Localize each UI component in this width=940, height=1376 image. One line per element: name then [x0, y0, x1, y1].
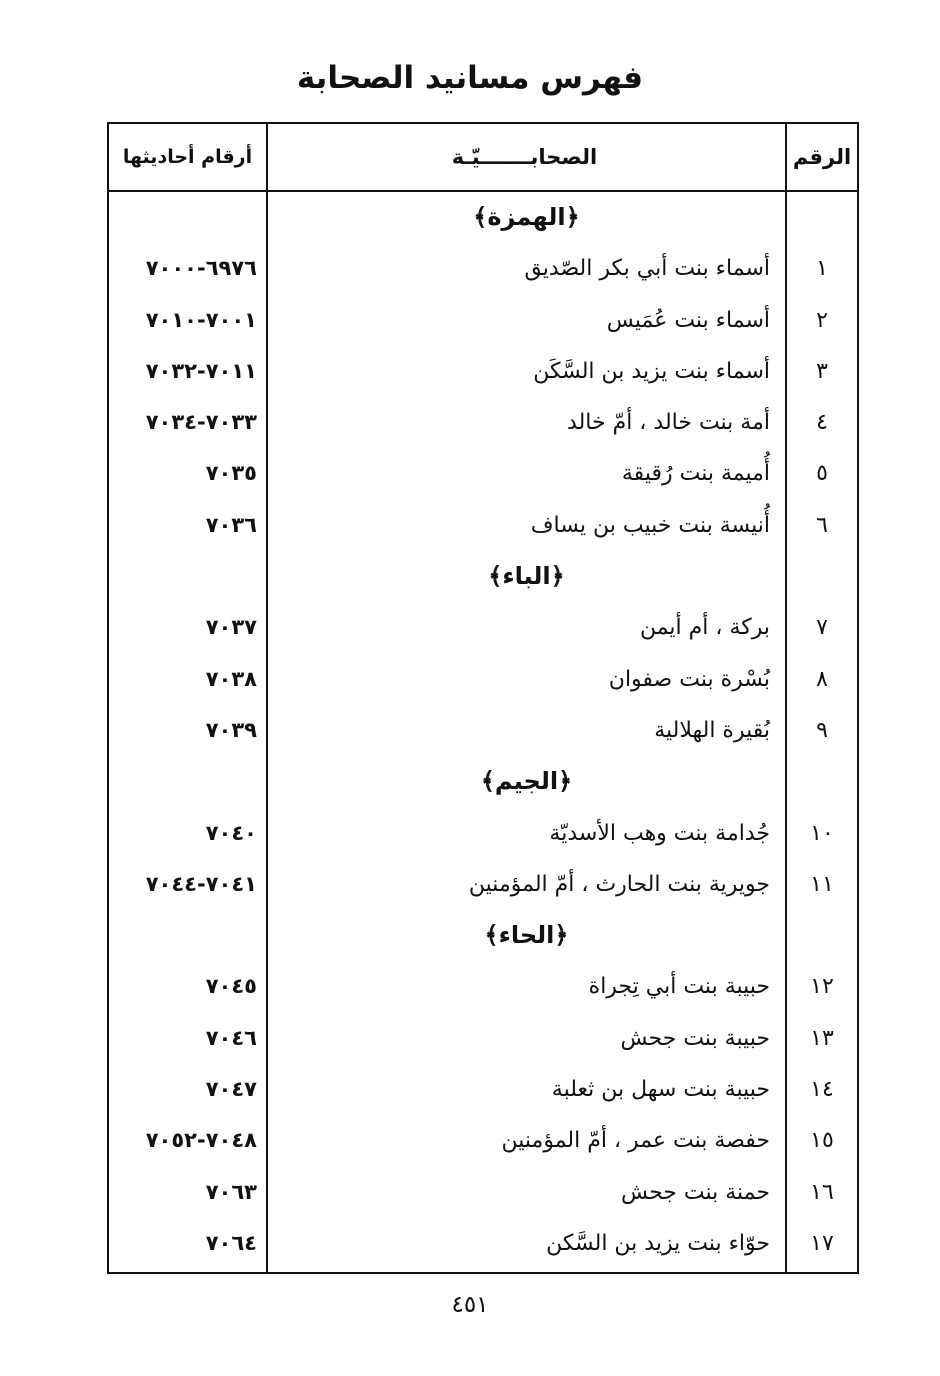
- page-title: فهرس مسانيد الصحابة: [296, 60, 644, 96]
- entry-number: ١٧: [810, 1230, 834, 1256]
- companion-name: حوّاء بنت يزيد بن السَّكن: [546, 1230, 770, 1256]
- hadith-numbers: ٧٠٤٧: [205, 1077, 257, 1102]
- table-row: [109, 961, 857, 1012]
- hadith-numbers: ٧٠٣٣-٧٠٣٤: [145, 410, 257, 435]
- entry-number: ١: [816, 256, 828, 282]
- table-row: [109, 705, 857, 756]
- entry-number: ١١: [810, 871, 834, 897]
- table-row: [109, 397, 857, 448]
- companion-name: أسماء بنت أبي بكر الصّديق: [524, 256, 770, 282]
- companion-name: أُميمة بنت رُقيقة: [621, 461, 770, 487]
- table-row: [109, 500, 857, 551]
- header-number: الرقم: [792, 145, 852, 169]
- companion-name: حبيبة بنت جحش: [620, 1025, 770, 1051]
- companion-name: أسماء بنت يزيد بن السَّكَن: [533, 358, 770, 384]
- hadith-numbers: ٧٠٤٦: [205, 1025, 257, 1050]
- section-heading: ﴿الحاء﴾: [484, 921, 569, 950]
- entry-number: ١٥: [810, 1128, 834, 1154]
- entry-number: ٨: [816, 666, 828, 692]
- companion-name: جويرية بنت الحارث ، أمّ المؤمنين: [468, 871, 770, 897]
- entry-number: ٥: [816, 461, 828, 487]
- entry-number: ١٣: [810, 1025, 834, 1051]
- hadith-numbers: ٧٠٦٤: [205, 1230, 257, 1255]
- hadith-numbers: ٧٠٣٨: [205, 666, 257, 691]
- entry-number: ١٤: [810, 1077, 834, 1103]
- table-body: [109, 192, 857, 1269]
- entry-number: ١٠: [810, 820, 834, 846]
- section-heading: ﴿الهمزة﴾: [473, 203, 580, 231]
- page-number: ٤٥١: [451, 1292, 489, 1318]
- hadith-numbers: ٦٩٧٦-٧٠٠٠: [145, 256, 257, 281]
- companion-name: أُنيسة بنت خبيب بن يساف: [530, 512, 770, 538]
- entry-number: ٧: [816, 615, 828, 641]
- companion-name: حبيبة بنت سهل بن ثعلبة: [551, 1077, 770, 1103]
- companion-name: بركة ، أم أيمن: [639, 615, 770, 641]
- table-row: [109, 654, 857, 705]
- section-row: [109, 910, 857, 961]
- hadith-numbers: ٧٠٣٥: [205, 461, 257, 486]
- hadith-numbers: ٧٠٠١-٧٠١٠: [145, 307, 257, 332]
- hadith-numbers: ٧٠٦٣: [205, 1179, 257, 1204]
- hadith-numbers: ٧٠٣٦: [205, 512, 257, 537]
- section-heading: ﴿الباء﴾: [488, 562, 565, 591]
- companion-name: بُسْرة بنت صفوان: [608, 666, 770, 692]
- hadith-numbers: ٧٠٤١-٧٠٤٤: [145, 871, 257, 896]
- companion-name: أسماء بنت عُمَيس: [606, 307, 770, 333]
- entry-number: ٣: [816, 358, 828, 384]
- table-row: [109, 243, 857, 294]
- table-row: [109, 1218, 857, 1269]
- index-table: [107, 122, 859, 1274]
- hadith-numbers: ٧٠٤٠: [205, 820, 257, 845]
- companion-name: حفصة بنت عمر ، أمّ المؤمنين: [501, 1128, 770, 1154]
- section-row: [109, 551, 857, 602]
- companion-name: حبيبة بنت أبي تِجراة: [588, 974, 770, 1000]
- entry-number: ١٦: [810, 1179, 834, 1205]
- companion-name: جُدامة بنت وهب الأسديّة: [549, 820, 770, 846]
- section-heading: ﴿الجيم﴾: [480, 767, 573, 796]
- companion-name: حمنة بنت جحش: [621, 1179, 770, 1205]
- table-row: [109, 602, 857, 653]
- table-row: [109, 1013, 857, 1064]
- section-row: [109, 192, 857, 243]
- entry-number: ١٢: [810, 974, 834, 1000]
- companion-name: أمة بنت خالد ، أمّ خالد: [567, 410, 770, 436]
- table-row: [109, 1064, 857, 1115]
- hadith-numbers: ٧٠١١-٧٠٣٢: [145, 358, 257, 383]
- table-row: [109, 1167, 857, 1218]
- header-name: الصحابـــــــيّـة: [451, 145, 598, 169]
- entry-number: ٤: [816, 410, 828, 436]
- section-row: [109, 756, 857, 807]
- table-row: [109, 808, 857, 859]
- entry-number: ٦: [816, 512, 828, 538]
- hadith-numbers: ٧٠٣٧: [205, 615, 257, 640]
- entry-number: ٢: [816, 307, 828, 333]
- hadith-numbers: ٧٠٤٥: [205, 974, 257, 999]
- table-row: [109, 295, 857, 346]
- table-row: [109, 859, 857, 910]
- companion-name: بُقيرة الهلالية: [654, 717, 770, 743]
- table-row: [109, 448, 857, 499]
- hadith-numbers: ٧٠٣٩: [205, 717, 257, 742]
- table-row: [109, 346, 857, 397]
- hadith-numbers: ٧٠٤٨-٧٠٥٢: [145, 1128, 257, 1153]
- table-row: [109, 1115, 857, 1166]
- header-hadith-numbers: أرقام أحاديثها: [122, 146, 253, 168]
- entry-number: ٩: [816, 717, 828, 743]
